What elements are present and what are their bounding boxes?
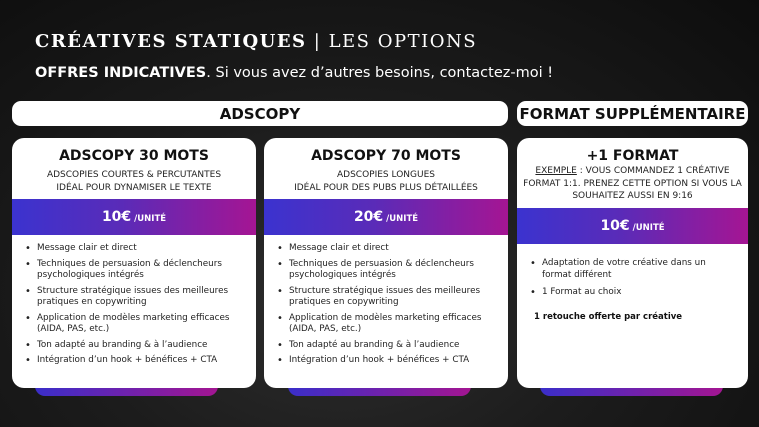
feature-item: • Structure stratégique issues des meilleures pratiques en copywriting [22, 286, 250, 309]
feature-item: • Intégration d’un hook + bénéfices + CTA [274, 355, 502, 367]
feature-item: • Ton adapté au branding & à l’audience [22, 340, 250, 352]
title-secondary: LES OPTIONS [328, 31, 478, 52]
price-amount: 10€ [101, 209, 132, 225]
feature-item: • Application de modèles marketing efficaces (AIDA, PAS, etc.) [274, 313, 502, 336]
offer-card-adscopy-70 [264, 138, 508, 388]
feature-item: • Techniques de persuasion & déclencheurs psychologiques intégrés [274, 259, 502, 282]
feature-list [527, 258, 728, 303]
example-text: : VOUS COMMANDEZ 1 CRÉATIVE FORMAT 1:1. PRENEZ CETTE OPTION SI VOUS LA SOUHAITEZ AUSSI EN 9:16 [523, 166, 742, 201]
card-description [16, 169, 252, 194]
card-title: +1 FORMAT [586, 148, 679, 164]
price-unit: /UNITÉ [632, 222, 665, 233]
page-subtitle [35, 65, 553, 81]
feature-item: • Adaptation de votre créative dans un format différent [527, 258, 728, 281]
price-band [264, 199, 508, 235]
price-band [517, 208, 748, 244]
section-header-adscopy: ADSCOPY [12, 101, 508, 126]
card-description [521, 165, 744, 203]
price-amount: 10€ [600, 218, 630, 234]
example-label: EXEMPLE [535, 166, 577, 176]
feature-item: • Application de modèles marketing efficaces (AIDA, PAS, etc.) [22, 313, 250, 336]
feature-item: • 1 Format au choix [527, 287, 728, 299]
subtitle-emphasis: OFFRES INDICATIVES [35, 65, 207, 81]
card-description-line: ADSCOPIES COURTES & PERCUTANTES [46, 170, 222, 180]
subtitle-text: . Si vous avez d’autres besoins, contactez-moi ! [206, 65, 554, 81]
section-header-format: FORMAT SUPPLÉMENTAIRE [517, 101, 748, 126]
price-band [12, 199, 256, 235]
price-unit: /UNITÉ [386, 213, 419, 224]
offer-card-extra-format [517, 138, 748, 388]
card-description [268, 169, 504, 194]
title-separator: | [306, 31, 329, 52]
card-title: ADSCOPY 30 MOTS [59, 148, 209, 164]
feature-item: • Message clair et direct [274, 243, 502, 255]
page-title [35, 31, 477, 52]
card-description-line: IDÉAL POUR DYNAMISER LE TEXTE [56, 182, 212, 193]
price-amount: 20€ [353, 209, 384, 225]
feature-item: • Ton adapté au branding & à l’audience [274, 340, 502, 352]
feature-list [22, 243, 250, 371]
card-description-line: IDÉAL POUR DES PUBS PLUS DÉTAILLÉES [294, 182, 478, 193]
feature-item: • Structure stratégique issues des meilleures pratiques en copywriting [274, 286, 502, 309]
offer-card-adscopy-30 [12, 138, 256, 388]
feature-list [274, 243, 502, 371]
feature-item: • Message clair et direct [22, 243, 250, 255]
price-unit: /UNITÉ [134, 213, 167, 224]
card-description-line: ADSCOPIES LONGUES [337, 170, 435, 180]
feature-item: • Intégration d’un hook + bénéfices + CTA [22, 355, 250, 367]
card-note: 1 retouche offerte par créative [534, 312, 683, 322]
title-main: CRÉATIVES STATIQUES [35, 31, 307, 52]
card-title: ADSCOPY 70 MOTS [311, 148, 461, 164]
feature-item: • Techniques de persuasion & déclencheurs psychologiques intégrés [22, 259, 250, 282]
